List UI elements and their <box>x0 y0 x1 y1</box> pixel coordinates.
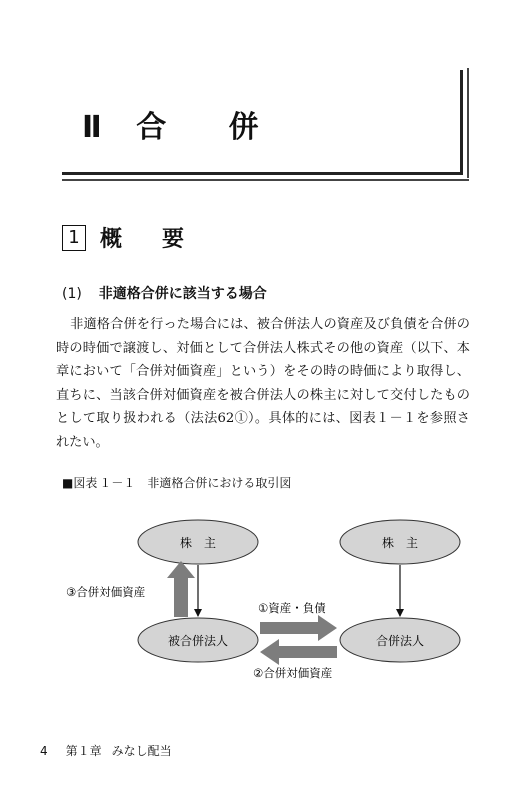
figure-number: １－１ <box>99 476 136 490</box>
section-title-char-2: 要 <box>162 227 185 252</box>
page-footer <box>40 742 172 759</box>
merging-corporation-label: 合併法人 <box>375 634 425 648</box>
footer-chapter: 第１章 <box>65 744 102 758</box>
figure-marker: ■図表 <box>62 476 98 490</box>
chapter-title-char-1: 合 <box>136 110 169 145</box>
subsection-number: (1) <box>62 286 82 302</box>
step2-label: ②合併対価資産 <box>253 666 333 680</box>
figure-title: 非適格合併における取引図 <box>147 476 292 490</box>
section-title-char-1: 概 <box>100 227 123 252</box>
section-number: 1 <box>62 225 86 251</box>
step3-label: ③合併対価資産 <box>66 585 146 599</box>
step2-left-arrow <box>260 639 337 665</box>
chapter-numeral: Ⅱ <box>82 110 104 145</box>
merged-corporation-label: 被合併法人 <box>167 634 229 648</box>
step1-label: ①資産・負債 <box>258 601 326 615</box>
page-number: 4 <box>40 744 48 758</box>
shareholder-right-label: 株 主 <box>381 536 419 550</box>
shareholder-left-label: 株 主 <box>179 536 217 550</box>
chapter-title-char-2: 併 <box>228 110 261 145</box>
body-paragraph-text: 非適格合併を行った場合には、被合併法人の資産及び負債を合併の時の時価で譲渡し、対価として合併法人株式その他の資産（以下、本章において「合併対価資産」という）をその時の時価により取得し、直ちに、当該合併対価資産を被合併法人の株主に対して交付したものとして取り扱われる（法法62①）。具体的には、図表１－１を参照されたい。 <box>56 317 470 450</box>
footer-title: みなし配当 <box>111 744 172 758</box>
subsection-title: 非適格合併に該当する場合 <box>98 286 267 302</box>
step3-up-arrow <box>167 561 195 617</box>
step1-right-arrow <box>260 615 337 641</box>
